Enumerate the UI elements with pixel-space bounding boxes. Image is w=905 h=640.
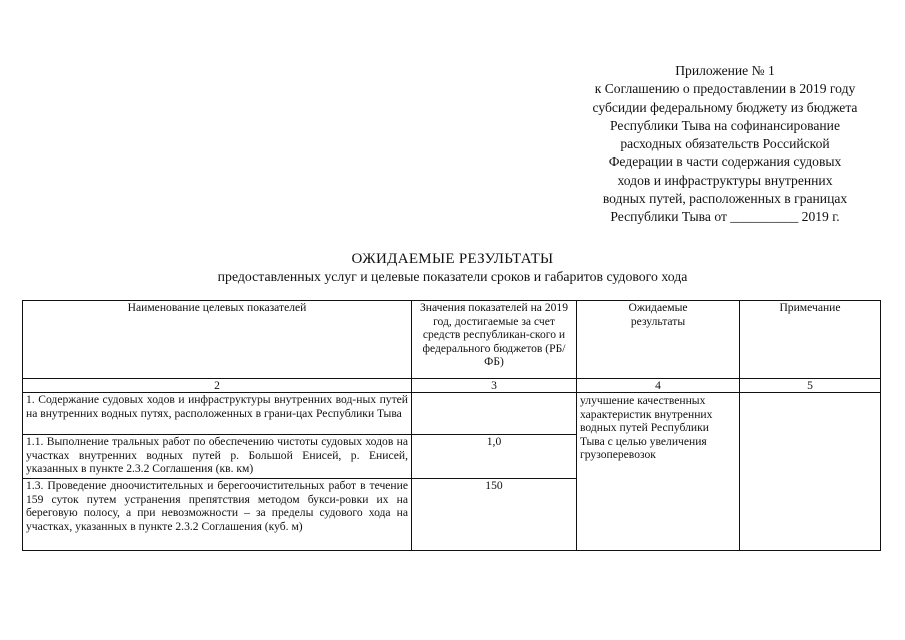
column-numbers-row — [23, 379, 881, 393]
indicator-name: 1.1. Выполнение тральных работ по обеспечению чистоты судовых ходов на участках внутренних водных путей р. Большой Енисей, р. Енисей, указанных в пункте 2.3.2 Соглашения (кв. км) — [23, 435, 412, 479]
appendix-line: Республики Тыва на софинансирование — [610, 117, 840, 133]
heading-block — [0, 250, 905, 286]
column-number: 4 — [577, 379, 740, 393]
appendix-line: Республики Тыва от __________ 2019 г. — [610, 209, 840, 225]
column-header-value: Значения показателей на 2019 год, достигаемые за счет средств республикан-ского и федерального бюджетов (РБ/ФБ) — [412, 301, 577, 379]
results-table — [22, 300, 881, 551]
indicator-name: 1.3. Проведение дноочистительных и берегоочистительных работ в течение 159 суток путем устранения препятствия методом букси-ровки их на береговую полосу, а при невозможности – за пределы судового хода на участках, указанных в пункте 2.3.2 Соглашения (куб. м) — [23, 479, 412, 551]
appendix-line: расходных обязательств Российской — [620, 136, 830, 152]
appendix-line: ходов и инфраструктуры внутренних — [617, 172, 833, 188]
expected-result: улучшение качественных характеристик внутренних водных путей Республики Тыва с целью увеличения грузоперевозок — [577, 393, 740, 551]
appendix-line: Федерации в части содержания судовых — [608, 154, 842, 170]
column-header-expected: Ожидаемые результаты — [577, 301, 740, 379]
document-title: ОЖИДАЕМЫЕ РЕЗУЛЬТАТЫ — [351, 251, 554, 267]
note-cell — [740, 393, 881, 551]
column-number: 5 — [740, 379, 881, 393]
appendix-line: Приложение № 1 — [675, 63, 775, 78]
appendix-line: субсидии федеральному бюджету из бюджета — [592, 99, 858, 115]
appendix-block — [560, 62, 890, 227]
indicator-value: 150 — [412, 479, 577, 551]
column-header-name: Наименование целевых показателей — [23, 301, 412, 379]
indicator-value: 1,0 — [412, 435, 577, 479]
appendix-line: к Соглашению о предоставлении в 2019 году — [594, 81, 856, 97]
document-subtitle: предоставленных услуг и целевые показатели сроков и габаритов судового хода — [217, 269, 688, 284]
table-row — [23, 393, 881, 435]
indicator-value — [412, 393, 577, 435]
column-header-note: Примечание — [740, 301, 881, 379]
table-header-row — [23, 301, 881, 379]
column-number: 2 — [23, 379, 412, 393]
indicator-name: 1. Содержание судовых ходов и инфраструктуры внутренних вод-ных путей на внутренних водных путях, расположенных в грани-цах Республики Тыва — [23, 393, 412, 435]
appendix-line: водных путей, расположенных в границах — [602, 191, 848, 207]
column-number: 3 — [412, 379, 577, 393]
